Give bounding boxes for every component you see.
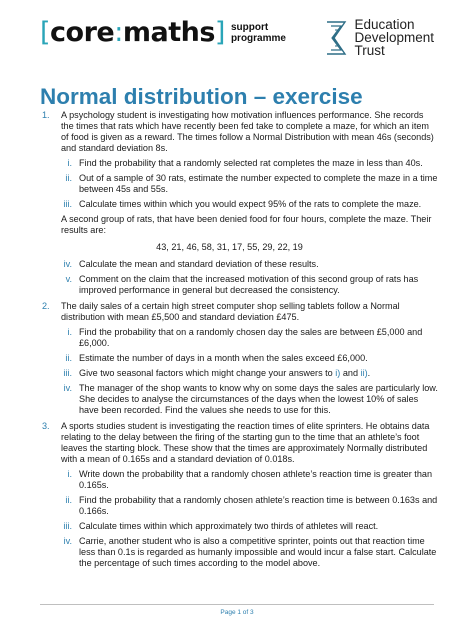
question-text: The daily sales of a certain high street computer shop selling tablets follow a Normal distribution with mean £5,500 and standard deviation £475. xyxy=(61,301,400,322)
part-number: iv. xyxy=(63,536,72,546)
edt-wordmark: Education Development Trust xyxy=(354,17,434,58)
question-1 xyxy=(40,110,438,296)
part-text: Find the probability that a randomly selected rat completes the maze in less than 40s. xyxy=(79,158,423,168)
part-text: The manager of the shop wants to know why on some days the sales are particularly low. She decides to analyse the circumstances of the days when the lowest 10% of sales have been recorded. Find the values she needs to use for this. xyxy=(79,383,438,415)
part-text: Write down the probability that a randomly chosen athlete’s reaction time is greater than 0.165s. xyxy=(79,469,432,490)
question-number: 1. xyxy=(42,110,50,120)
question-paragraph: A second group of rats, that have been denied food for four hours, complete the maze. Their results are: xyxy=(61,214,432,235)
question-part xyxy=(61,259,438,270)
question-text: A psychology student is investigating how motivation influences performance. She records the times that rats which have recently been fed take to complete a maze, for which an item of food is given as a reward. The times follow a Normal Distribution with mean 46s (seconds) and standard deviation 8s. xyxy=(61,110,434,153)
page-footer: Page 1 of 3 xyxy=(220,609,254,616)
question-part xyxy=(61,495,438,517)
part-text: Calculate times within which approximately two thirds of athletes will react. xyxy=(79,521,379,531)
question-part xyxy=(61,536,438,569)
part-number: v. xyxy=(65,274,72,284)
question-part xyxy=(61,383,438,416)
question-part xyxy=(61,327,438,349)
core-maths-wordmark: [core:maths] xyxy=(40,17,225,48)
question-number: 3. xyxy=(42,421,50,431)
part-number: iii. xyxy=(63,199,72,209)
data-values: 43, 21, 46, 58, 31, 17, 55, 29, 22, 19 xyxy=(156,242,303,252)
exercise-content xyxy=(40,110,438,574)
core-maths-subtitle: support programme xyxy=(230,22,286,44)
part-number: ii. xyxy=(65,495,72,505)
question-part xyxy=(61,353,438,364)
part-text: Out of a sample of 30 rats, estimate the number expected to complete the maze in a time between 45s and 55s. xyxy=(79,173,438,194)
question-part xyxy=(61,521,438,532)
edt-logo xyxy=(325,18,434,57)
question-part xyxy=(61,158,438,169)
part-number: iv. xyxy=(63,259,72,269)
question-number: 2. xyxy=(42,301,50,311)
part-number: i. xyxy=(67,158,72,168)
edt-emblem-icon xyxy=(325,20,349,56)
part-text: Comment on the claim that the increased motivation of this second group of rats has improved performance in general but decreased the consistency. xyxy=(79,274,419,295)
question-part xyxy=(61,173,438,195)
question-3 xyxy=(40,421,438,569)
part-number: i. xyxy=(67,327,72,337)
part-text: Find the probability that on a randomly chosen day the sales are between £5,000 and £6,000. xyxy=(79,327,423,348)
part-number: iii. xyxy=(63,368,72,378)
part-reference: i) xyxy=(335,368,341,378)
part-number: iv. xyxy=(63,383,72,393)
question-part xyxy=(61,368,438,379)
part-number: iii. xyxy=(63,521,72,531)
question-2 xyxy=(40,301,438,416)
question-part xyxy=(61,274,438,296)
part-text: Calculate times within which you would expect 95% of the rats to complete the maze. xyxy=(79,199,422,209)
question-part xyxy=(61,469,438,491)
part-number: ii. xyxy=(65,173,72,183)
part-text: Give two seasonal factors which might change your answers to i) and ii). xyxy=(79,368,371,378)
part-number: i. xyxy=(67,469,72,479)
part-text: Find the probability that a randomly chosen athlete’s reaction time is between 0.163s and 0.166s. xyxy=(79,495,438,516)
part-text: Carrie, another student who is also a competitive sprinter, points out that reaction time less than 0.1s is regarded as humanly impossible and would incur a false start. Calculate the percentage of such times according to the model above. xyxy=(79,536,437,568)
question-part xyxy=(61,199,438,210)
page-header xyxy=(40,14,434,58)
part-reference: ii) xyxy=(360,368,368,378)
part-text: Calculate the mean and standard deviation of these results. xyxy=(79,259,319,269)
footer-divider xyxy=(40,604,434,605)
part-number: ii. xyxy=(65,353,72,363)
part-text: Estimate the number of days in a month when the sales exceed £6,000. xyxy=(79,353,368,363)
core-maths-logo xyxy=(40,18,286,48)
question-text: A sports studies student is investigating the reaction times of elite sprinters. He obtains data relating to the delay between the firing of the starting gun to the time that an athlete’s foot leaves the starting block. These show that the times are approximately Normally distributed with a mean of 0.165s and a standard deviation of 0.018s. xyxy=(61,421,430,464)
page-title: Normal distribution – exercise xyxy=(40,84,363,109)
